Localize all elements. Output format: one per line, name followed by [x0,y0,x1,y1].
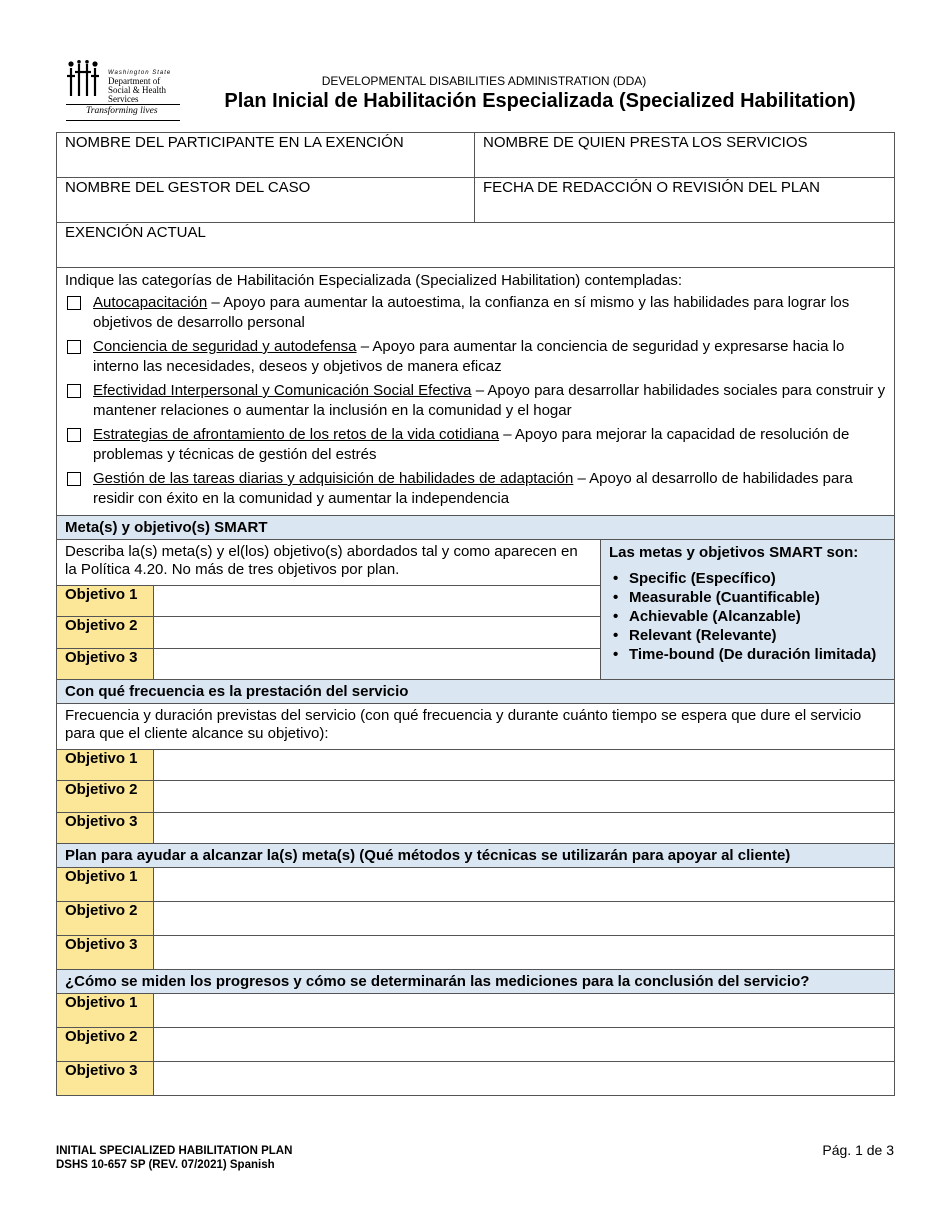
category-item: Gestión de las tareas diarias y adquisición de habilidades de adaptación – Apoyo al desarrollo de habilidades para residir con éxito en la comunidad y aumentar la independencia [65,469,886,509]
objective-label: Objetivo 2 [57,1028,154,1062]
smart-criterion: • Measurable (Cuantificable) [609,588,886,607]
plan-objective-3-input[interactable] [154,936,895,970]
footer-form-name: INITIAL SPECIALIZED HABILITATION PLAN [56,1145,293,1157]
logo-divider [66,120,180,121]
category-checkbox[interactable] [67,296,81,310]
logo-tagline: Transforming lives [86,106,158,116]
category-item: Conciencia de seguridad y autodefensa – Apoyo para aumentar la conciencia de seguridad y expresarse hacia lo interno las necesidades, deseos y objetivos de manera eficaz [65,337,886,377]
page-number: Pág. 1 de 3 [822,1142,894,1158]
smart-info-box [601,540,895,680]
objective-label: Objetivo 2 [57,902,154,936]
frequency-description: Frecuencia y duración previstas del servicio (con qué frecuencia y durante cuánto tiempo se espera que dure el servicio para que el cliente alcance su objetivo): [57,704,895,750]
smart-objective-1-input[interactable] [154,586,601,617]
frequency-objective-3-input[interactable] [154,813,895,844]
smart-description: Describa la(s) meta(s) y el(los) objetivo(s) abordados tal y como aparecen en la Política 4.20. No más de tres objetivos por plan. [57,540,601,586]
plan-section-heading: Plan para ayudar a alcanzar la(s) meta(s) (Qué métodos y técnicas se utilizarán para apoyar al cliente) [57,844,895,868]
progress-objective-1-input[interactable] [154,994,895,1028]
frequency-objective-1-input[interactable] [154,750,895,781]
objective-label: Objetivo 1 [57,750,154,781]
current-waiver-field[interactable]: EXENCIÓN ACTUAL [57,223,895,268]
participant-name-field[interactable]: NOMBRE DEL PARTICIPANTE EN LA EXENCIÓN [57,133,475,178]
smart-criterion: • Time-bound (De duración limitada) [609,645,886,664]
smart-criterion: • Achievable (Alcanzable) [609,607,886,626]
objective-label: Objetivo 1 [57,586,154,617]
smart-criterion: • Specific (Específico) [609,569,886,588]
objective-label: Objetivo 2 [57,617,154,649]
objective-label: Objetivo 3 [57,936,154,970]
progress-section-heading: ¿Cómo se miden los progresos y cómo se determinarán las mediciones para la conclusión del servicio? [57,970,895,994]
logo-state: Washington State [108,70,172,76]
category-checkbox[interactable] [67,472,81,486]
frequency-section-heading: Con qué frecuencia es la prestación del servicio [57,680,895,704]
category-item: Estrategias de afrontamiento de los retos de la vida cotidiana – Apoyo para mejorar la capacidad de resolución de problemas y técnicas de gestión del estrés [65,425,886,465]
objective-label: Objetivo 3 [57,1062,154,1096]
smart-objective-2-input[interactable] [154,617,601,649]
objective-label: Objetivo 1 [57,868,154,902]
category-checkbox[interactable] [67,340,81,354]
footer-form-id: DSHS 10-657 SP (REV. 07/2021) Spanish [56,1159,275,1171]
plan-date-field[interactable]: FECHA DE REDACCIÓN O REVISIÓN DEL PLAN [475,178,895,223]
logo-department: Department of Social & Health Services [108,76,166,104]
objective-label: Objetivo 1 [57,994,154,1028]
page-title: Plan Inicial de Habilitación Especializada (Specialized Habilitation) [224,90,856,112]
categories-intro: Indique las categorías de Habilitación Especializada (Specialized Habilitation) contempladas: [65,272,683,289]
category-checkbox[interactable] [67,428,81,442]
smart-box-title: Las metas y objetivos SMART son: [609,544,859,561]
smart-section-heading: Meta(s) y objetivo(s) SMART [57,516,895,540]
objective-label: Objetivo 2 [57,781,154,813]
form-table [56,132,895,1096]
agency-name: DEVELOPMENTAL DISABILITIES ADMINISTRATION (DDA) [321,74,647,88]
provider-name-field[interactable]: NOMBRE DE QUIEN PRESTA LOS SERVICIOS [475,133,895,178]
objective-label: Objetivo 3 [57,813,154,844]
frequency-objective-2-input[interactable] [154,781,895,813]
category-checkbox[interactable] [67,384,81,398]
smart-objective-3-input[interactable] [154,649,601,680]
footer-form-info [56,1144,292,1172]
plan-objective-1-input[interactable] [154,868,895,902]
category-item: Autocapacitación – Apoyo para aumentar la autoestima, la confianza en sí mismo y las habilidades para lograr los objetivos de desarrollo personal [65,293,886,333]
categories-section [57,268,895,516]
smart-criterion: • Relevant (Relevante) [609,626,886,645]
category-item: Efectividad Interpersonal y Comunicación Social Efectiva – Apoyo para desarrollar habilidades sociales para construir y mantener relaciones o aumentar la inclusión en la comunidad y el hogar [65,381,886,421]
plan-objective-2-input[interactable] [154,902,895,936]
progress-objective-2-input[interactable] [154,1028,895,1062]
objective-label: Objetivo 3 [57,649,154,680]
progress-objective-3-input[interactable] [154,1062,895,1096]
case-manager-field[interactable]: NOMBRE DEL GESTOR DEL CASO [57,178,475,223]
